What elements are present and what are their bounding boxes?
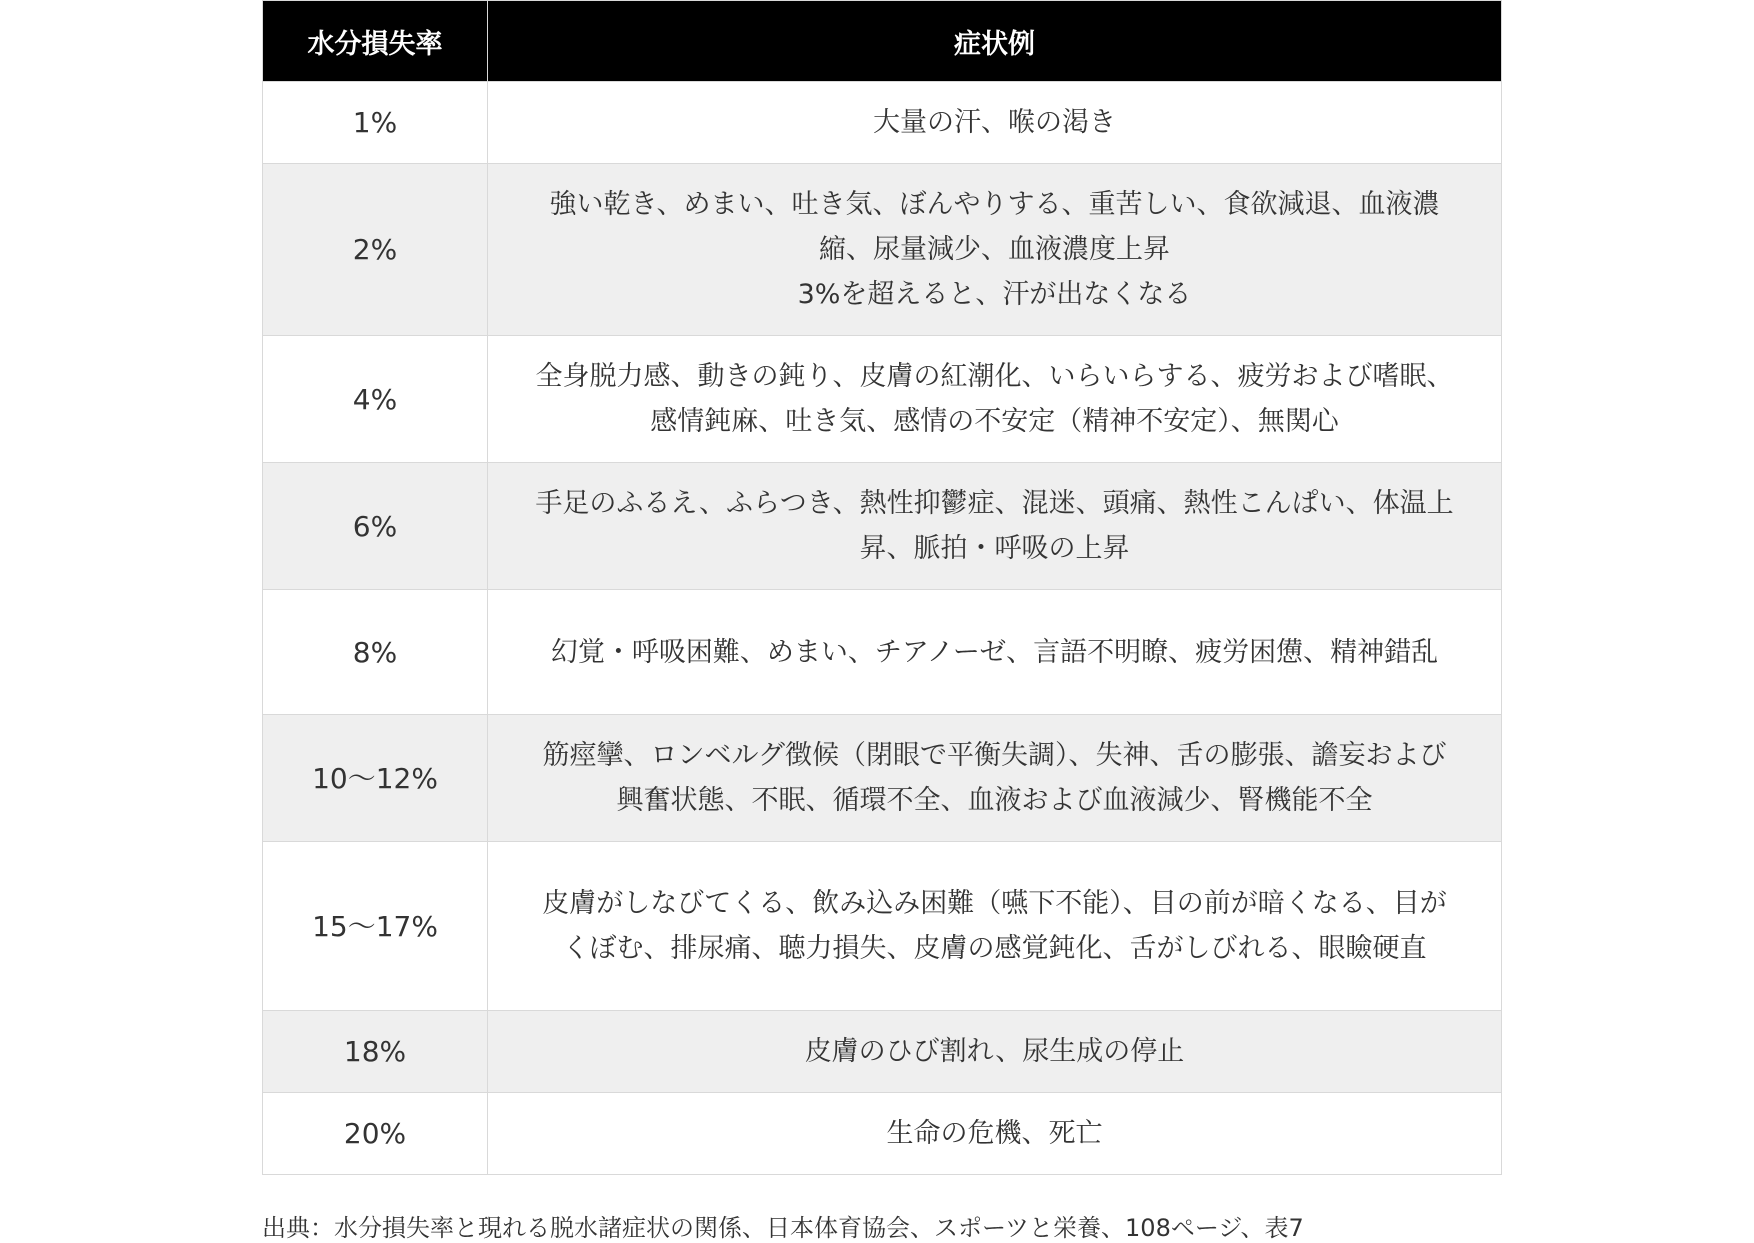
symptoms-cell [488, 82, 1502, 164]
symptoms-cell [488, 1011, 1502, 1093]
rate-cell: 2% [263, 164, 488, 336]
symptoms-text: 強い乾き、めまい、吐き気、ぼんやりする、重苦しい、食欲減退、血液濃縮、尿量減少、血液濃度上昇 [549, 189, 1440, 265]
rate-cell: 4% [263, 336, 488, 463]
symptoms-cell [488, 842, 1502, 1011]
rate-cell: 20% [263, 1093, 488, 1175]
symptoms-text: 大量の汗、喉の渇き [873, 107, 1116, 138]
dehydration-symptoms-table [262, 0, 1502, 1175]
symptoms-cell [488, 715, 1502, 842]
dehydration-symptoms-table-container [262, 0, 1502, 1175]
symptoms-cell [488, 1093, 1502, 1175]
table-row [263, 590, 1502, 715]
symptoms-note: 3%を超えると、汗が出なくなる [797, 279, 1192, 310]
symptoms-text: 全身脱力感、動きの鈍り、皮膚の紅潮化、いらいらする、疲労および嗜眠、感情鈍麻、吐き気、感情の不安定（精神不安定）、無関心 [535, 361, 1454, 437]
table-row [263, 1011, 1502, 1093]
rate-cell: 18% [263, 1011, 488, 1093]
rate-cell: 15〜17% [263, 842, 488, 1011]
header-symptoms: 症状例 [488, 1, 1502, 82]
rate-cell: 1% [263, 82, 488, 164]
rate-cell: 8% [263, 590, 488, 715]
table-row [263, 336, 1502, 463]
source-citation: 出典：水分損失率と現れる脱水諸症状の関係、日本体育協会、スポーツと栄養、108ページ、表7 [262, 1214, 1304, 1242]
rate-cell: 6% [263, 463, 488, 590]
table-row [263, 715, 1502, 842]
symptoms-cell [488, 164, 1502, 336]
symptoms-text: 筋痙攣、ロンベルグ徴候（閉眼で平衡失調）、失神、舌の膨張、譫妄および興奮状態、不眠、循環不全、血液および血液減少、腎機能不全 [542, 740, 1447, 816]
table-row [263, 463, 1502, 590]
table-row [263, 842, 1502, 1011]
symptoms-text: 幻覚・呼吸困難、めまい、チアノーゼ、言語不明瞭、疲労困憊、精神錯乱 [550, 636, 1439, 668]
symptoms-text: 皮膚がしなびてくる、飲み込み困難（嚥下不能）、目の前が暗くなる、目がくぼむ、排尿痛、聴力損失、皮膚の感覚鈍化、舌がしびれる、眼瞼硬直 [542, 888, 1447, 964]
symptoms-text: 皮膚のひび割れ、尿生成の停止 [804, 1036, 1185, 1067]
symptoms-cell [488, 463, 1502, 590]
table-header-row [263, 1, 1502, 82]
symptoms-cell [488, 590, 1502, 715]
symptoms-text: 手足のふるえ、ふらつき、熱性抑鬱症、混迷、頭痛、熱性こんぱい、体温上昇、脈拍・呼吸の上昇 [535, 488, 1454, 564]
symptoms-cell [488, 336, 1502, 463]
table-row [263, 82, 1502, 164]
header-rate: 水分損失率 [263, 1, 488, 82]
symptoms-text: 生命の危機、死亡 [886, 1118, 1103, 1149]
rate-cell: 10〜12% [263, 715, 488, 842]
table-row [263, 1093, 1502, 1175]
table-row [263, 164, 1502, 336]
